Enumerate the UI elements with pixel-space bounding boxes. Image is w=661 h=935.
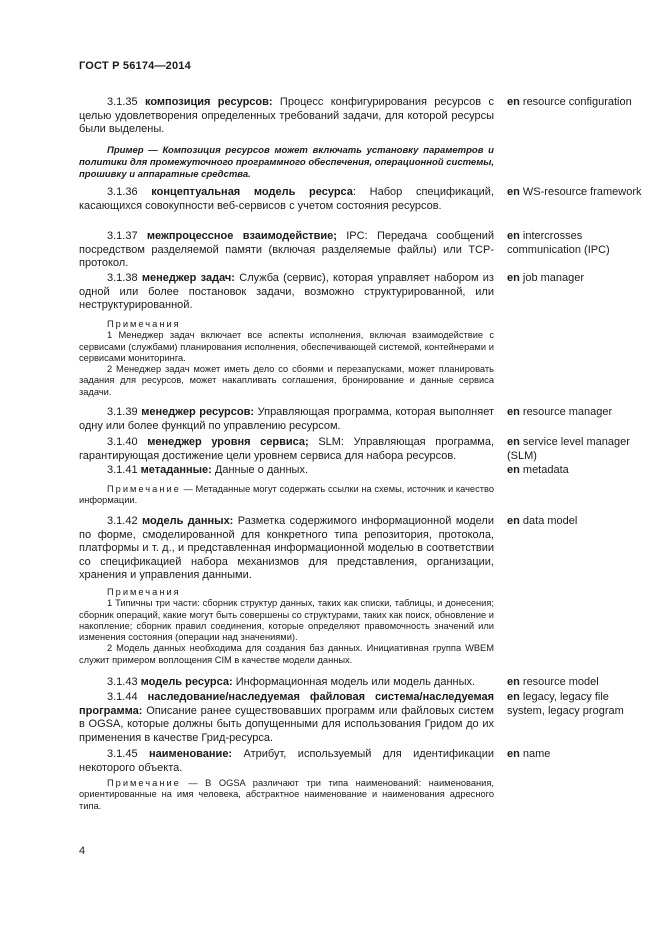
entry-3-1-44: 3.1.44 наследование/наследуемая файловая система/наследуемая программа: Описание ранее существовавших программ или файловых систем в OGSA, которые должны быть допущенными для использования Гридом до их применения в качестве Грид-ресурса. [79, 691, 494, 744]
entry-3-1-35 [79, 96, 494, 137]
entry-term: менеджер задач: [141, 272, 235, 284]
entry-term: менеджер ресурсов: [141, 406, 255, 418]
example-3-1-35: Пример — Композиция ресурсов может включать установку параметров и политики для промежуточного программного обеспечения, операционной системы, прошивку и аппаратные средства. [79, 145, 494, 180]
en-equivalent-3-1-40: en service level manager (SLM) [507, 436, 630, 462]
entry-term: композиция ресурсов: [144, 96, 273, 108]
entry-term: модель ресурса: [140, 676, 233, 688]
entry-3-1-36: 3.1.36 концептуальная модель ресурса: Набор спецификаций, касающихся совокупности веб-сервисов с учетом состояния ресурсов. [79, 186, 494, 212]
en-equivalent-3-1-41: en metadata [507, 464, 569, 476]
entry-3-1-42: 3.1.42 модель данных: Разметка содержимого информационной модели по форме, смоделированной для конкретного типа репозитория, протокола, платформы и т. д., и представленная информационной моделью в соответствии со спецификацией набора механизмов для представления, организации, хранения и управления данными. [79, 515, 494, 581]
note-3-1-41: Примечание — Метаданные могут содержать ссылки на схемы, источник и качество информации. [79, 484, 494, 506]
notes-3-1-38 [79, 319, 494, 398]
entry-term: межпроцессное взаимодействие; [146, 230, 337, 242]
note-2: 2 Менеджер задач может иметь дело со сбоями и перезапусками, может планировать задания для ресурсов, может накапливать соглашения, бронирование и данные сервиса задачи. [79, 364, 494, 397]
entry-term: концептуальная модель ресурса [151, 186, 353, 198]
note-1: 1 Менеджер задач включает все аспекты исполнения, включая взаимодействие с сервисами (службами) планирования исполнения, обеспечивающей системой, контейнерами и сервисами мониторинга. [79, 330, 494, 363]
note-3-1-45: Примечание — В OGSA различают три типа наименований: наименования, ориентированные на имя человека, абстрактное наименование и наименования адресного типа. [79, 778, 494, 811]
note-1: 1 Типичны три части: сборник структур данных, таких как списки, таблицы, и донесения; сборник операций, какие могут быть совершены со структурами, таких как поиск, обновление и накопление; сборник правил соединения, которые определяют правомочность значений или изменения состояния (операции над значениями). [79, 598, 494, 643]
entry-term: наименование: [149, 748, 233, 760]
entry-3-1-38: 3.1.38 менеджер задач: Служба (сервис), которая управляет набором из одной или более постановок задачи, возможно структурированной, или неструктурированной. [79, 272, 494, 311]
en-equivalent-3-1-38: en job manager [507, 272, 585, 284]
en-equivalent-3-1-43: en resource model [507, 676, 599, 688]
en-equivalent-3-1-37: en intercrosses communication (IPC) [507, 230, 610, 256]
en-equivalent-3-1-39: en resource manager [507, 406, 613, 418]
en-equivalent-3-1-45: en name [507, 748, 551, 760]
en-equivalent-3-1-44: en legacy, legacy file system, legacy program [507, 691, 624, 717]
notes-title: Примечания [107, 319, 181, 329]
entry-3-1-45: 3.1.45 наименование: Атрибут, используемый для идентификации некоторого объекта. [79, 748, 494, 774]
note-2: 2 Модель данных необходима для создания баз данных. Инициативная группа WBEM служит примером воплощения CIM в качестве модели данных. [79, 643, 494, 665]
entry-term: менеджер уровня сервиса; [147, 436, 309, 448]
en-equivalent-3-1-36: en WS-resource framework [507, 186, 642, 198]
page-number: 4 [79, 845, 86, 857]
entry-3-1-41: 3.1.41 метаданные: Данные о данных. [107, 464, 309, 476]
entry-term: наследование/наследуемая файловая система/наследуемая программа: [79, 691, 494, 717]
entry-term: метаданные: [140, 464, 212, 476]
entry-3-1-43: 3.1.43 модель ресурса: Информационная модель или модель данных. [107, 676, 476, 688]
entry-3-1-37: 3.1.37 межпроцессное взаимодействие; IPC: Передача сообщений посредством разделяемой памяти (включая разделяемые файлы) или TCP-протокол. [79, 230, 495, 269]
entry-term: модель данных: [141, 515, 234, 527]
document-header: ГОСТ Р 56174—2014 [79, 60, 191, 72]
entry-definition: Процесс конфигурирования ресурсов с целью удовлетворения определенных требований задачи, для которой ресурсы были выделены. [79, 96, 494, 135]
entry-3-1-40: 3.1.40 менеджер уровня сервиса; SLM: Управляющая программа, гарантирующая достижение цели уровнем сервиса для набора ресурсов. [79, 436, 494, 462]
entry-3-1-39: 3.1.39 менеджер ресурсов: Управляющая программа, которая выполняет одну или более функций по управлению ресурсом. [79, 406, 494, 432]
entry-number: 3.1.35 [107, 96, 138, 108]
en-equivalent-3-1-42: en data model [507, 515, 578, 527]
en-equivalent-3-1-35: en resource configuration [507, 96, 632, 108]
notes-3-1-42: Примечания 1 Типичны три части: сборник структур данных, таких как списки, таблицы, и донесения; сборник операций, какие могут быть совершены со структурами, таких как поиск, обновление и накопление; сборник правил соединения, которые определяют правомочность значений или изменения состояния (операции над значениями). 2 Модель данных необходима для создания баз данных. Инициативная группа WBEM служит примером воплощения CIM в качестве модели данных. [79, 587, 494, 665]
